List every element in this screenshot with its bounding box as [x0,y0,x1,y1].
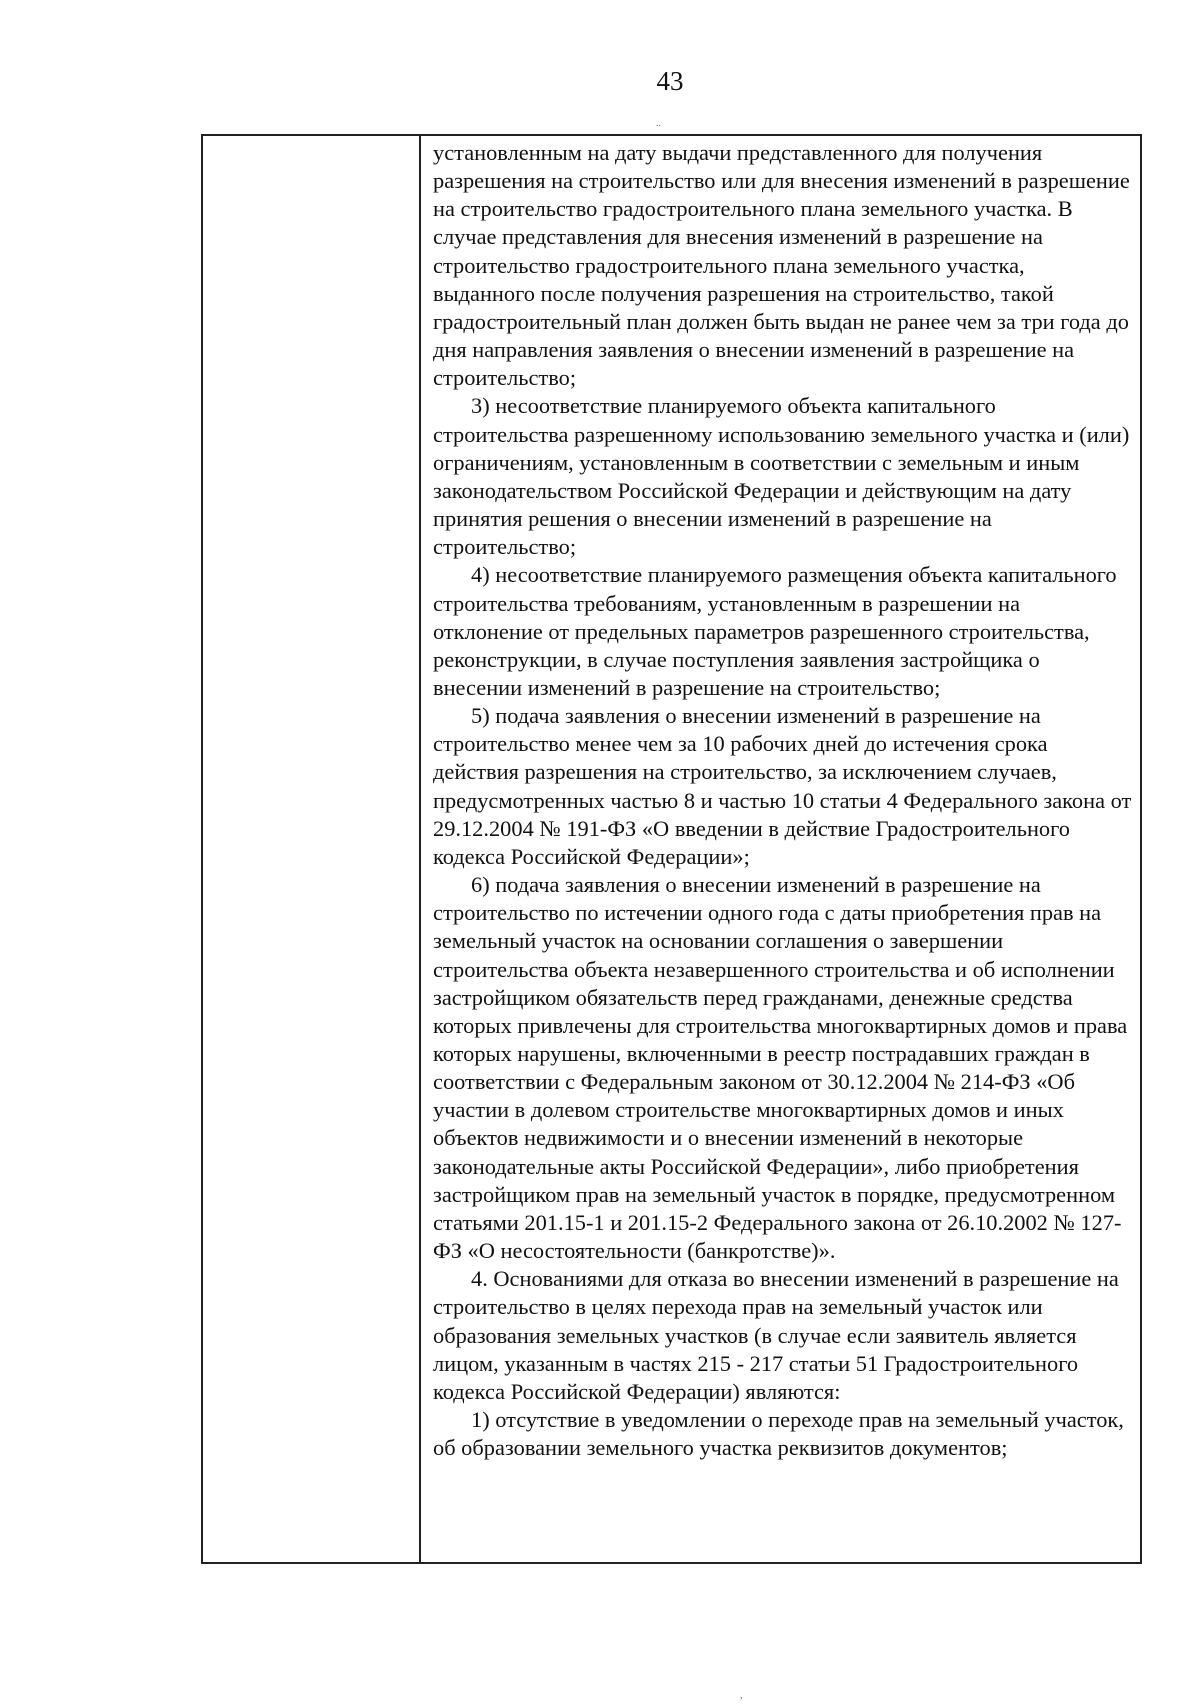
scan-speck: .. [656,118,661,129]
paragraph-6: 4. Основаниями для отказа во внесении изменений в разрешение на строительство в целях перехода прав на земельный участок или образования земельных участков (в случае если заявитель является лицом, указанным в частях 215 - 217 статьи 51 Градостроительного кодекса Российской Федерации) являются: [433,1266,1119,1404]
paragraph-2: 3) несоответствие планируемого объекта капитального строительства разрешенному использованию земельного участка и (или) ограничениям, установленным в соответствии с земельным и иным законодательством Российской Федерации и действующим на дату принятия решения о внесении изменений в разрешение на строительство; [433,393,1130,560]
page-number: 43 [656,66,684,96]
paragraph-4: 5) подача заявления о внесении изменений в разрешение на строительство менее чем за 10 рабочих дней до истечения срока действия разрешения на строительство, за исключением случаев, предусмотренных частью 8 и частью 10 статьи 4 Федерального закона от 29.12.2004 № 191-ФЗ «О введении в действие Градостроительного кодекса Российской Федерации»; [433,703,1132,869]
scan-speck: , [740,1690,743,1701]
paragraph-5: 6) подача заявления о внесении изменений в разрешение на строительство по истечении одного года с даты приобретения прав на земельный участок на основании соглашения о завершении строительства объекта незавершенного строительства и об исполнении застройщиком обязательств перед гражданами, денежные средства которых привлечены для строительства многоквартирных домов и права которых нарушены, включенными в реестр пострадавших граждан в соответствии с Федеральным законом от 30.12.2004 № 214-ФЗ «Об участии в долевом строительстве многоквартирных домов и иных объектов недвижимости и о внесении изменений в некоторые законодательные акты Российской Федерации», либо приобретения застройщиком прав на земельный участок в порядке, предусмотренном статьями 201.15-1 и 201.15-2 Федерального закона от 26.10.2002 № 127-ФЗ «О несостоятельности (банкротстве)». [433,872,1128,1264]
paragraph-7: 1) отсутствие в уведомлении о переходе прав на земельный участок, об образовании земельного участка реквизитов документов; [433,1407,1124,1461]
document-table [201,134,1142,1564]
paragraph-1: установленным на дату выдачи представленного для получения разрешения на строительство или для внесения изменений в разрешение на строительство градостроительного плана земельного участка. В случае представления для внесения изменений в разрешение на строительство градостроительного плана земельного участка, выданного после получения разрешения на строительство, такой градостроительный план должен быть выдан не ранее чем за три года до дня направления заявления о внесении изменений в разрешение на строительство; [433,140,1130,391]
table-left-cell [203,136,421,1562]
paragraph-3: 4) несоответствие планируемого размещения объекта капитального строительства требованиям, установленным в разрешении на отклонение от предельных параметров разрешенного строительства, реконструкции, в случае поступления заявления застройщика о внесении изменений в разрешение на строительство; [433,562,1117,700]
table-right-cell [421,136,1140,1562]
